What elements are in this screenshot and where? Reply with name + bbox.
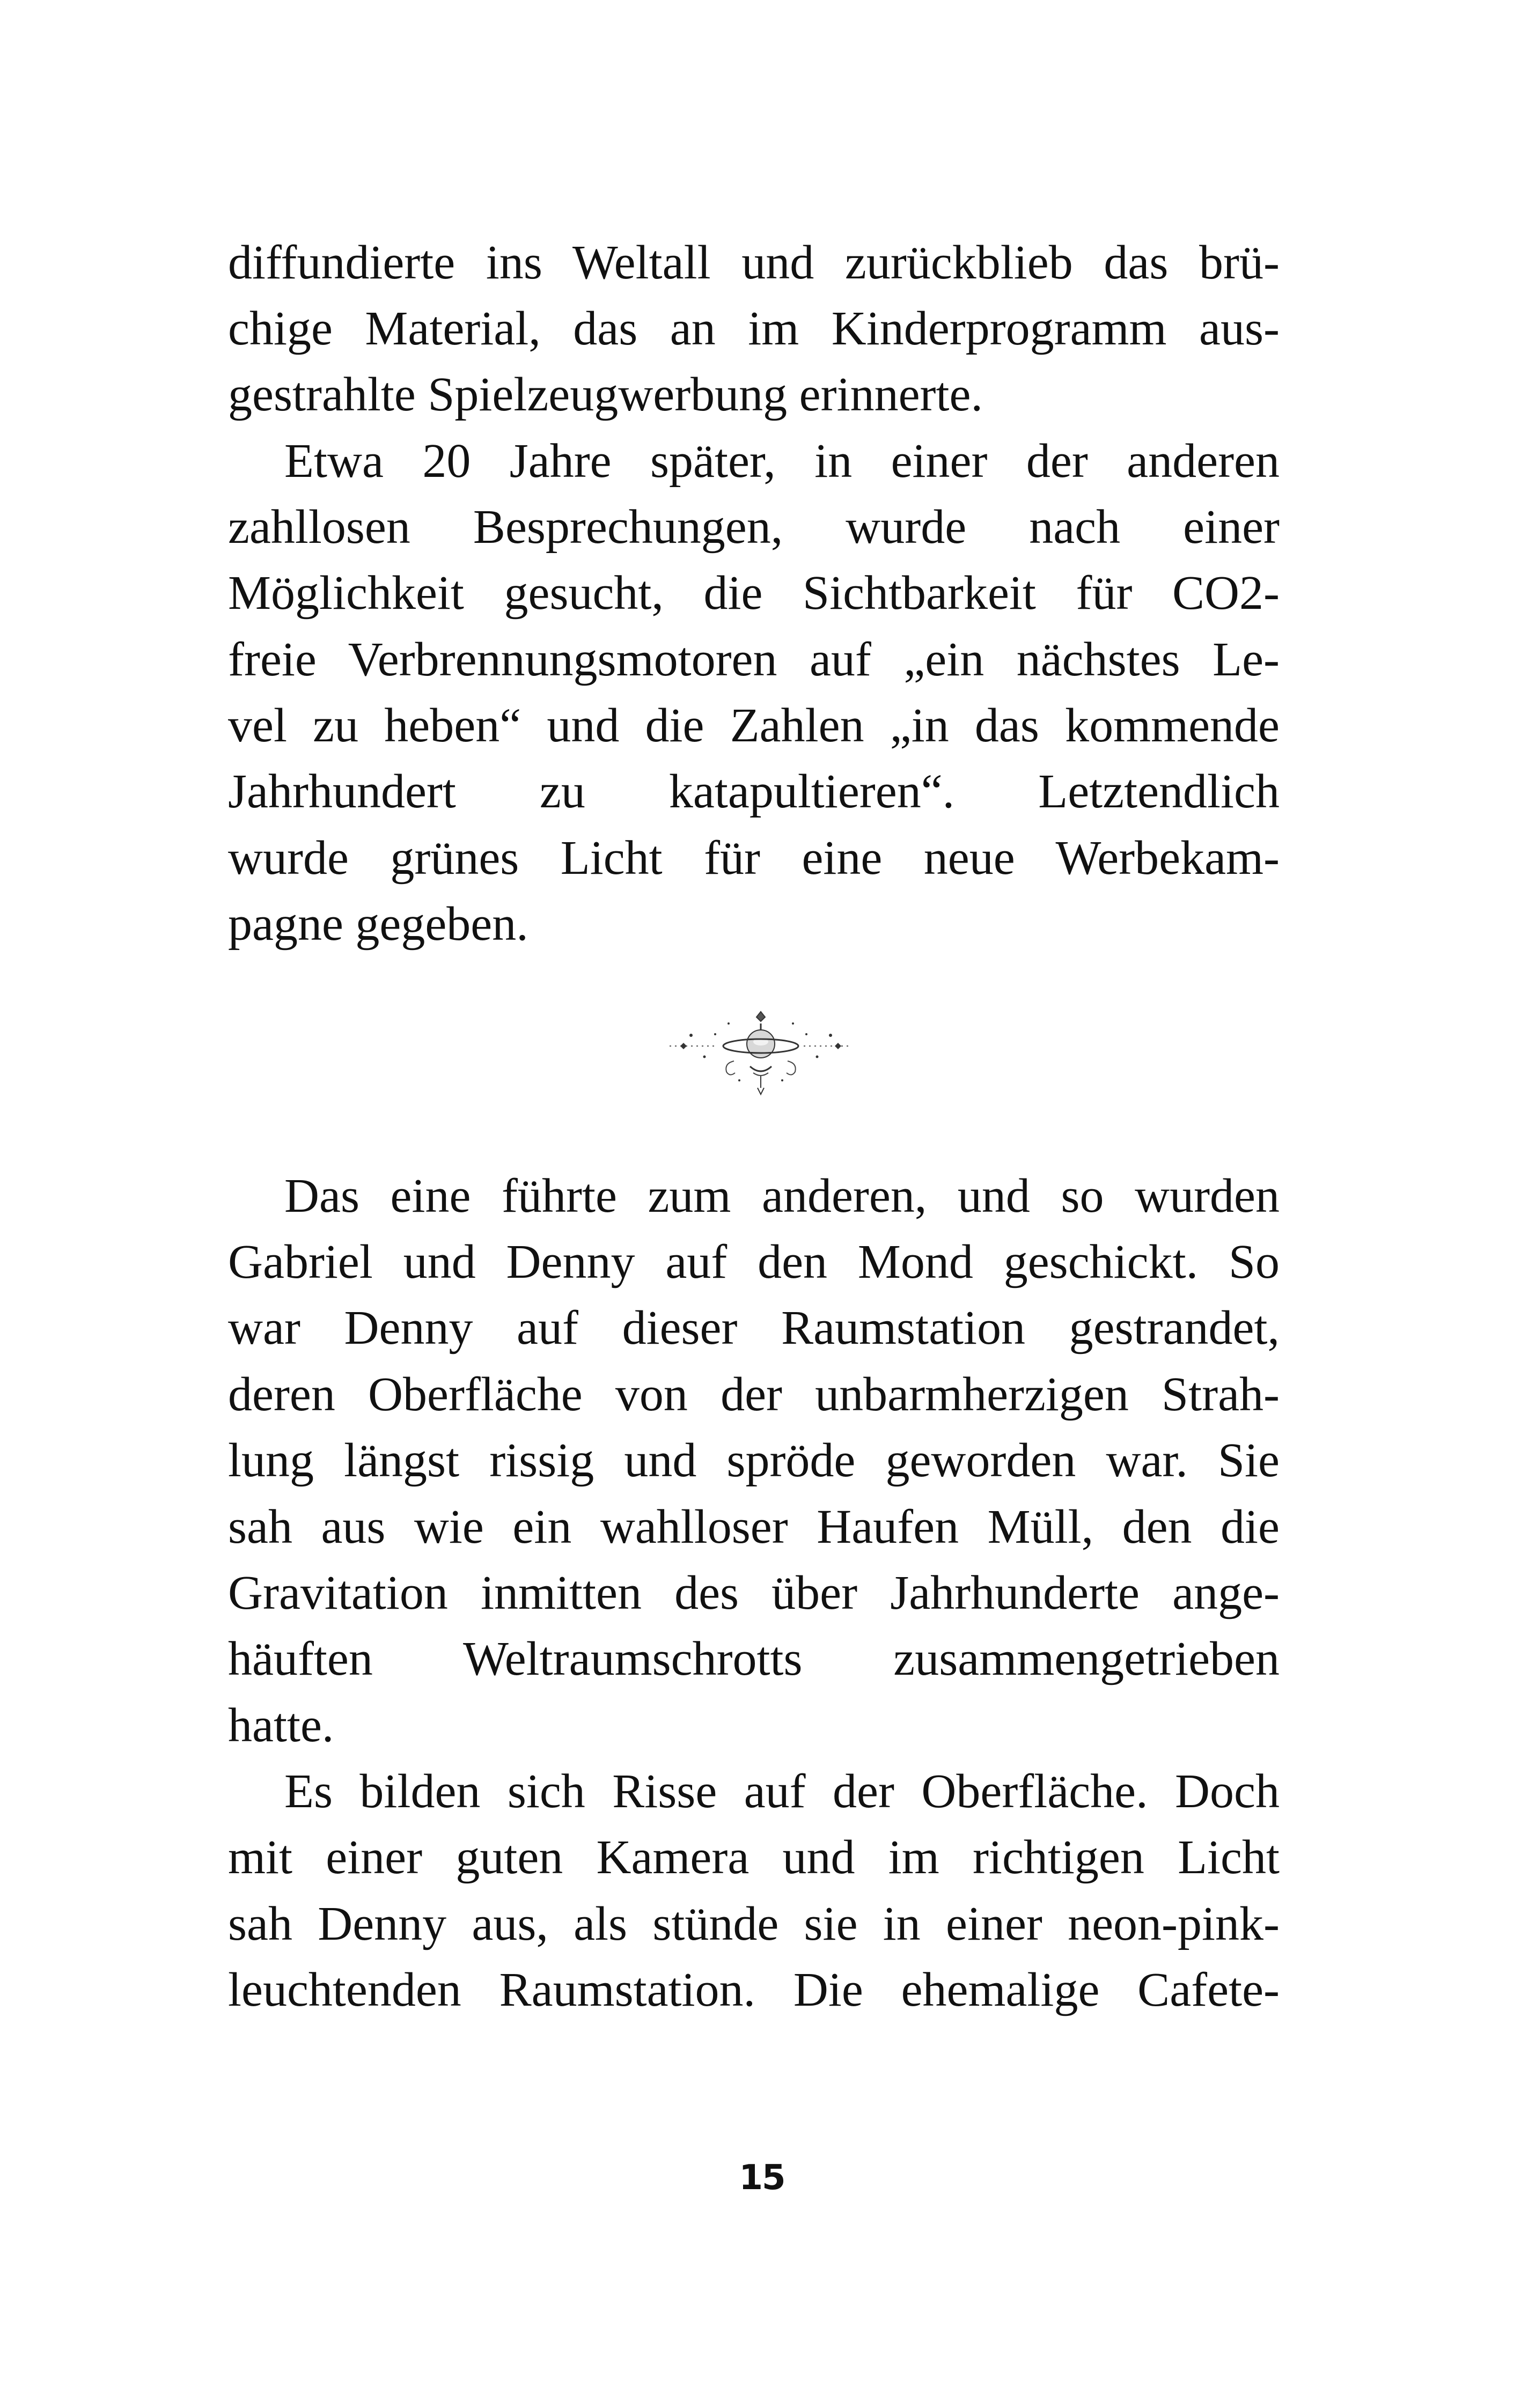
text-line: Etwa 20 Jahre später, in einer der anderen (284, 435, 1280, 488)
text-line: Gabriel und Denny auf den Mond geschickt. So (228, 1235, 1280, 1288)
text-line: leuchtenden Raumstation. Die ehemalige Cafete- (228, 1963, 1280, 2016)
text-line: freie Verbrennungsmotoren auf „ein nächstes Le- (228, 633, 1280, 686)
text-line: Das eine führte zum anderen, und so wurden (284, 1169, 1280, 1223)
text-line: war Denny auf dieser Raumstation gestrandet, (228, 1301, 1280, 1354)
text-line: sah aus wie ein wahlloser Haufen Müll, den die (228, 1500, 1280, 1553)
text-line: hatte. (228, 1699, 334, 1752)
text-line: häuften Weltraumschrotts zusammengetrieben (228, 1632, 1280, 1685)
text-line: Gravitation inmitten des über Jahrhunderte ange- (228, 1566, 1280, 1619)
text-line: diffundierte ins Weltall und zurückblieb das brü- (228, 236, 1280, 289)
text-line: Möglichkeit gesucht, die Sichtbarkeit für CO2- (228, 566, 1280, 620)
text-line: gestrahlte Spielzeugwerbung erinnerte. (228, 368, 983, 421)
text-line: zahllosen Besprechungen, wurde nach einer (228, 500, 1280, 554)
text-line: vel zu heben“ und die Zahlen „in das kommende (228, 699, 1280, 752)
text-line: Es bilden sich Risse auf der Oberfläche. Doch (284, 1765, 1280, 1818)
text-line: mit einer guten Kamera und im richtigen Licht (228, 1831, 1280, 1884)
text-line: deren Oberfläche von der unbarmherzigen Strah- (228, 1368, 1280, 1421)
page-number: 15 (739, 2158, 785, 2198)
text-line: pagne gegeben. (228, 897, 528, 951)
text-line: wurde grünes Licht für eine neue Werbekam- (228, 831, 1280, 885)
text-line: Jahrhundert zu katapultieren“. Letztendlich (228, 765, 1280, 818)
text-line: lung längst rissig und spröde geworden war. Sie (228, 1434, 1280, 1487)
text-line: sah Denny aus, als stünde sie in einer neon-pink- (228, 1897, 1280, 1950)
saturn-ornament-icon (659, 986, 863, 1104)
text-line: chige Material, das an im Kinderprogramm aus- (228, 302, 1280, 355)
